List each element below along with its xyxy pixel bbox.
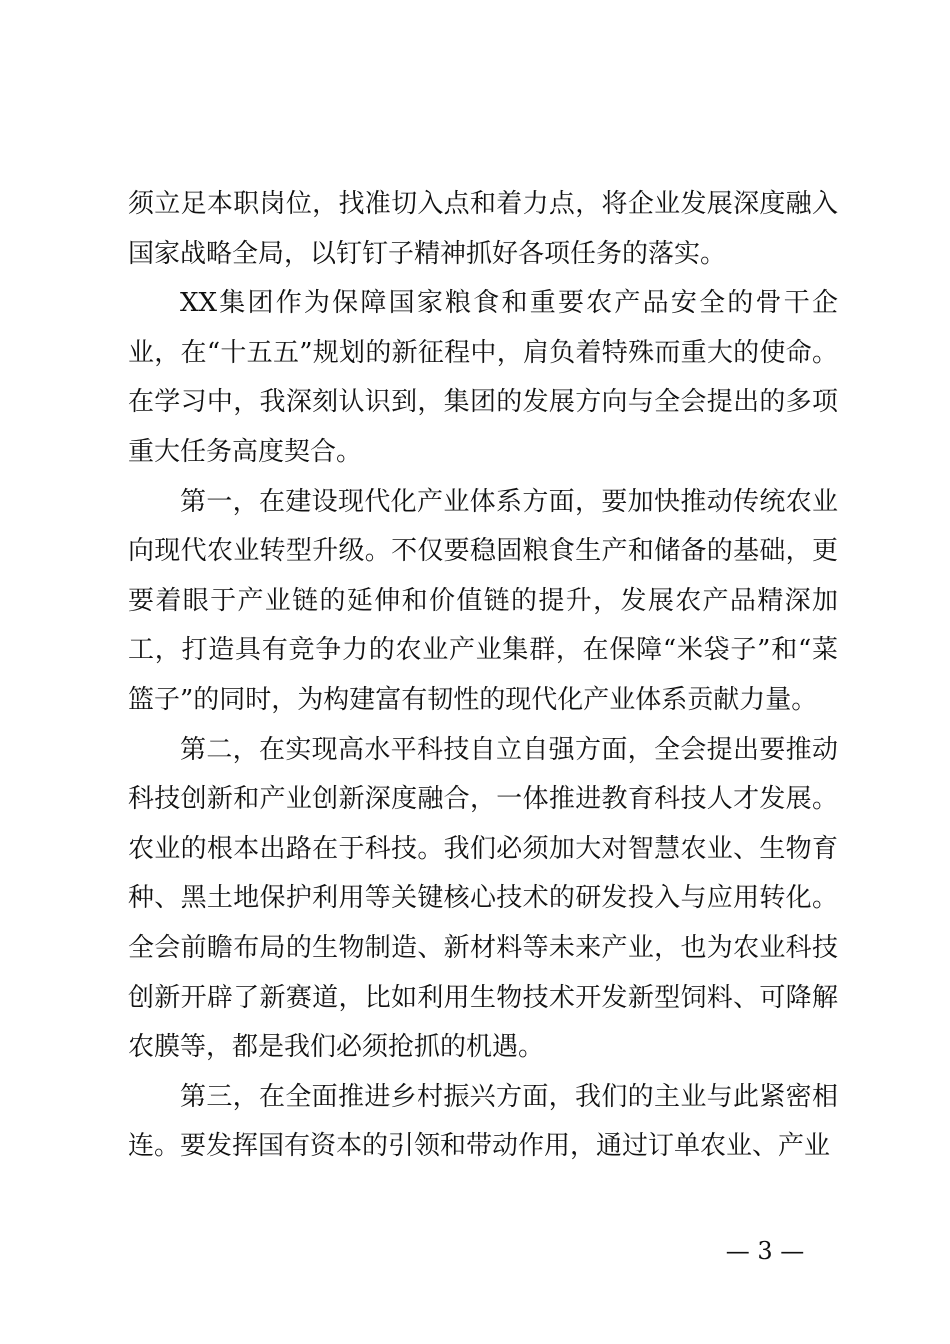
page-number: — 3 — [725,1237,805,1265]
paragraph-third-point: 第三，在全面推进乡村振兴方面，我们的主业与此紧密相连。要发挥国有资本的引领和带动作用，通过订单农业、产业 [128,1081,838,1162]
document-body [128,180,838,1172]
paragraph-second-point: 第二，在实现高水平科技自立自强方面，全会提出要推动科技创新和产业创新深度融合，一体推进教育科技人才发展。农业的根本出路在于科技。我们必须加大对智慧农业、生物育种、黑土地保护利用等关键核心技术的研发投入与应用转化。全会前瞻布局的生物制造、新材料等未来产业，也为农业科技创新开辟了新赛道，比如利用生物技术开发新型饲料、可降解农膜等，都是我们必须抢抓的机遇。 [128,734,838,1063]
paragraph-continuation: 须立足本职岗位，找准切入点和着力点，将企业发展深度融入国家战略全局，以钉钉子精神抓好各项任务的落实。 [128,189,838,269]
paragraph-first-point: 第一，在建设现代化产业体系方面，要加快推动传统农业向现代农业转型升级。不仅要稳固粮食生产和储备的基础，更要着眼于产业链的延伸和价值链的提升，发展农产品精深加工，打造具有竞争力的农业产业集群，在保障“米袋子”和“菜篮子”的同时，为构建富有韧性的现代化产业体系贡献力量。 [128,486,838,715]
paragraph-group-mission: XX集团作为保障国家粮食和重要农产品安全的骨干企业，在“十五五”规划的新征程中，肩负着特殊而重大的使命。在学习中，我深刻认识到，集团的发展方向与全会提出的多项重大任务高度契合。 [128,288,838,467]
